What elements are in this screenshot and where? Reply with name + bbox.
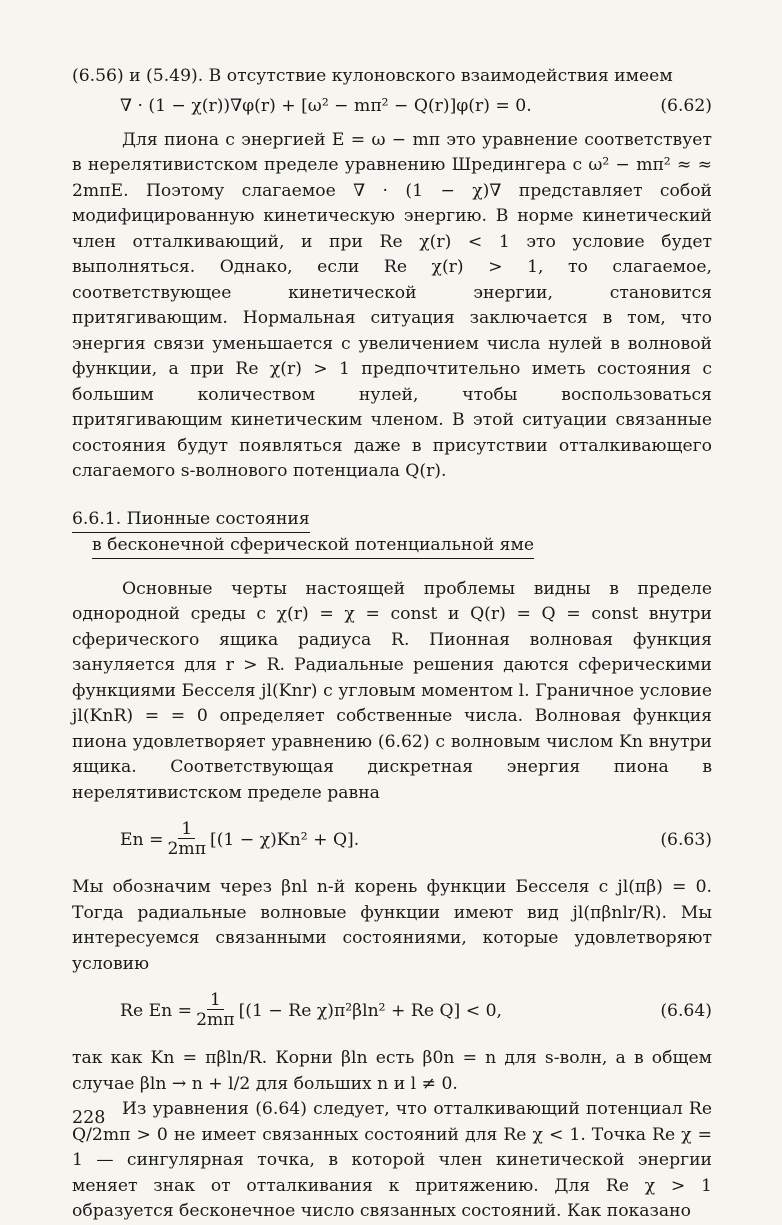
fraction [196,991,235,1030]
equation-number: (6.62) [660,95,712,116]
equation-lhs: Re En = [120,1000,193,1021]
equation-number: (6.63) [660,829,712,850]
equation-lhs: En = [120,829,164,850]
fraction [167,820,206,859]
equation-6-63 [120,820,712,859]
section-heading-line-2: в бесконечной сферической потенциальной яме [92,533,534,559]
paragraph-4: так как Kn = πβln/R. Корни βln есть β0n = n для s-волн, а в общем случае βln → n + l/2 для больших n и l ≠ 0. [72,1048,712,1094]
equation-number: (6.64) [660,1000,712,1021]
section-heading [72,507,712,559]
page-body [72,64,712,1225]
equation-6-64 [120,991,712,1030]
equation-formula: ∇ · (1 − χ(r))∇φ(r) + [ω² − mπ² − Q(r)]φ(r) = 0. [120,95,532,116]
paragraph-top: (6.56) и (5.49). В отсутствие кулоновского взаимодействия имеем [72,66,673,86]
paragraph-2: Основные черты настоящей проблемы видны в пределе однородной среды с χ(r) = χ = const и Q(r) = Q = const внутри сферического ящика радиуса R. Пионная волновая функция зануляется для r > R. Радиальные решения даются сферическими функциями Бесселя jl(Knr) с угловым моментом l. Граничное условие jl(KnR) = = 0 определяет собственные числа. Волновая функция пиона удовлетворяет уравнению (6.62) с волновым числом Kn внутри ящика. Соответствующая дискретная энергия пиона в нерелятивистском пределе равна [72,578,712,803]
page-number: 228 [72,1108,106,1128]
equation-6-62 [120,96,712,116]
fraction-denominator: 2mπ [196,1010,235,1030]
fraction-denominator: 2mπ [167,839,207,859]
fraction-numerator: 1 [207,991,224,1010]
fraction-numerator: 1 [178,820,195,839]
equation-rhs: [(1 − Re χ)π²βln² + Re Q] < 0, [238,1000,502,1021]
paragraph-3: Мы обозначим через βnl n-й корень функции Бесселя с jl(πβ) = 0. Тогда радиальные волновые функции имеют вид jl(πβnlr/R). Мы интересуемся связанными состояниями, которые удовлетворяют условию [72,877,712,974]
section-heading-line-1: 6.6.1. Пионные состояния [72,507,310,533]
paragraph-5: Из уравнения (6.64) следует, что отталкивающий потенциал Re Q/2mπ > 0 не имеет связанных состояний для Re χ < 1. Точка Re χ = 1 — сингулярная точка, в которой член кинетической энергии меняет знак от отталкивания к притяжению. Для Re χ > 1 образуется бесконечное число связанных состояний. Как показано [72,1099,712,1221]
equation-rhs: [(1 − χ)Kn² + Q]. [210,829,360,850]
paragraph-1: Для пиона с энергией E = ω − mπ это уравнение соответствует в нерелятивистском пределе уравнению Шредингера с ω² − mπ² ≈ ≈ 2mπE. Поэтому слагаемое ∇ · (1 − χ)∇ представляет собой модифицированную кинетическую энергию. В норме кинетический член отталкивающий, и при Re χ(r) < 1 это условие будет выполняться. Однако, если Re χ(r) > 1, то слагаемое, соответствующее кинетической энергии, становится притягивающим. Нормальная ситуация заключается в том, что энергия связи уменьшается с увеличением числа нулей в волновой функции, а при Re χ(r) > 1 предпочтительно иметь состояния с большим количеством нулей, чтобы воспользоваться притягивающим кинетическим членом. В этой ситуации связанные состояния будут появляться даже в присутствии отталкивающего слагаемого s-волнового потенциала Q(r). [72,129,712,481]
